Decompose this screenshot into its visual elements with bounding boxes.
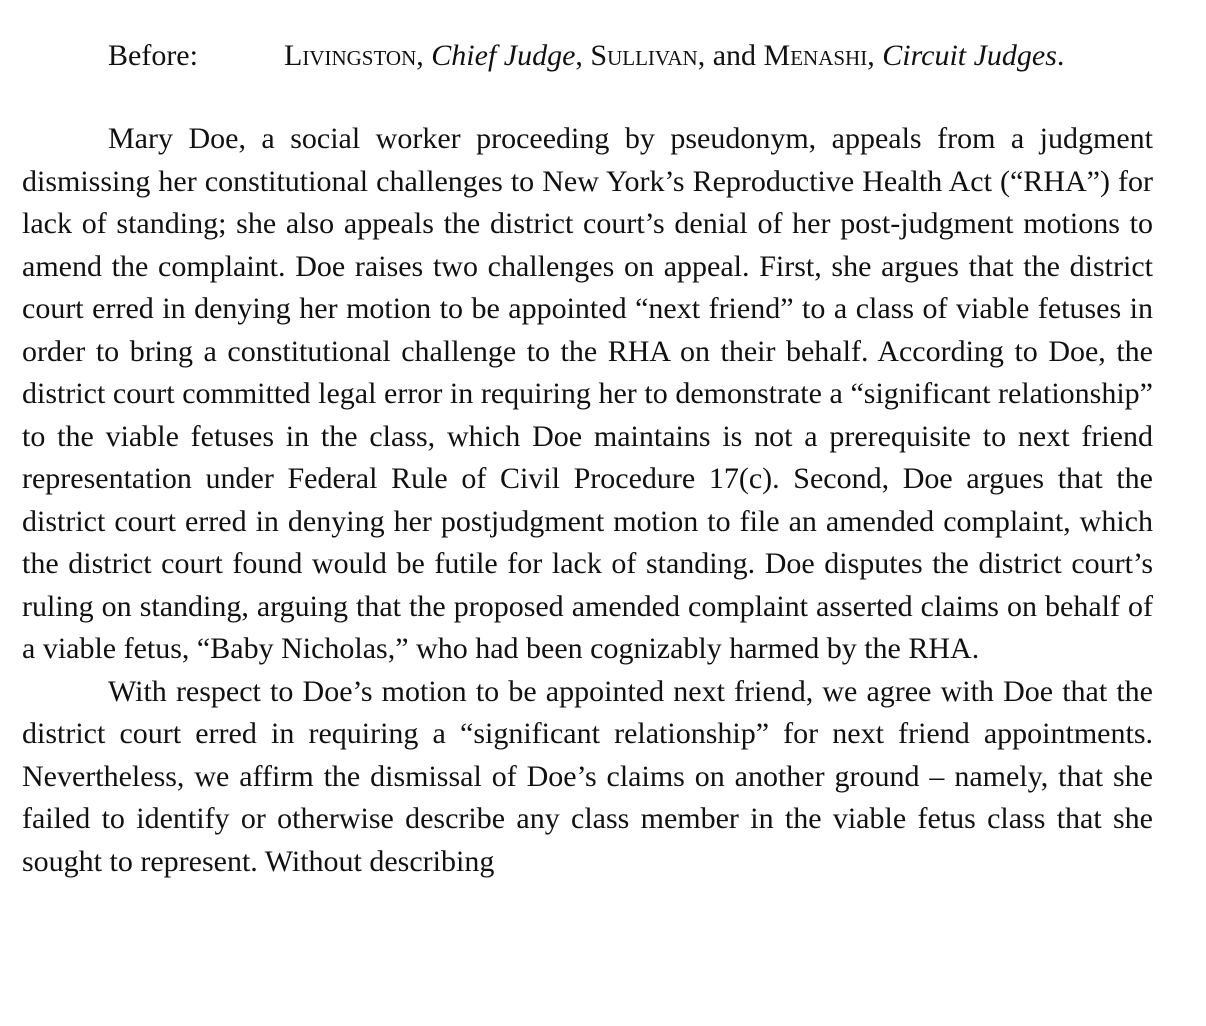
before-label: Before: bbox=[108, 39, 198, 72]
judges-panel: Before: Livingston, Chief Judge, Sullivan, and Menashi, Circuit Judges. bbox=[22, 34, 1153, 78]
paragraph-2: With respect to Doe’s motion to be appointed next friend, we agree with Doe that the district court erred in requiring a “significant relationship” for next friend appointments. Nevertheless, we affirm the dismissal of Doe’s claims on another ground – namely, that she failed to identify or otherwise describe any class member in the viable fetus class that she sought to represent. Without describing bbox=[22, 674, 1153, 878]
opinion-body bbox=[22, 118, 1153, 883]
judge-sullivan-name: Sullivan bbox=[590, 39, 698, 72]
judge-livingston-name: Livingston bbox=[284, 39, 417, 72]
chief-judge-title: Chief Judge bbox=[431, 39, 576, 72]
paragraph-1: Mary Doe, a social worker proceeding by pseudonym, appeals from a judgment dismissing her constitutional challenges to New York’s Reproductive Health Act (“RHA”) for lack of standing; she also appeals the district court’s denial of her post-judgment motions to amend the complaint. Doe raises two challenges on appeal. First, she argues that the district court erred in denying her motion to be appointed “next friend” to a class of viable fetuses in order to bring a constitutional challenge to the RHA on their behalf. According to Doe, the district court committed legal error in requiring her to demonstrate a “significant relationship” to the viable fetuses in the class, which Doe maintains is not a prerequisite to next friend representation under Federal Rule of Civil Procedure 17(c). Second, Doe argues that the district court erred in denying her postjudgment motion to file an amended complaint, which the district court found would be futile for lack of standing. Doe disputes the district court’s ruling on standing, arguing that the proposed amended complaint asserted claims on behalf of a viable fetus, “Baby Nicholas,” who had been cognizably harmed by the RHA. bbox=[22, 122, 1153, 665]
panel-conjunction: and bbox=[712, 39, 757, 72]
judge-menashi-name: Menashi bbox=[763, 39, 868, 72]
circuit-judges-title: Circuit Judges bbox=[882, 39, 1057, 72]
